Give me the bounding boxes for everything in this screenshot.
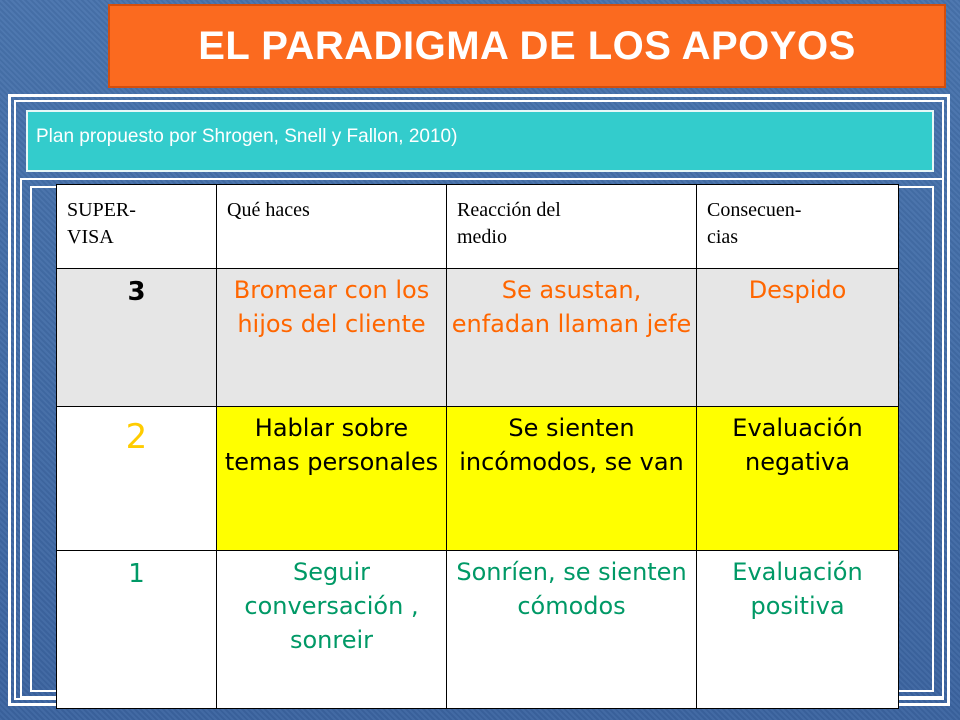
reaction-cell: [447, 551, 697, 709]
level-label: 2: [125, 417, 148, 457]
action-cell: [217, 407, 447, 551]
page-title: EL PARADIGMA DE LOS APOYOS: [198, 23, 856, 68]
header-cell-que-haces: Qué haces: [217, 185, 447, 269]
reaction-text: Se asustan, enfadan llaman jefe: [451, 276, 692, 339]
supervision-table: [56, 184, 899, 709]
consequence-text: Despido: [748, 276, 847, 304]
level-cell: [57, 551, 217, 709]
table-header-row: [57, 185, 899, 269]
reaction-cell: [447, 269, 697, 407]
action-text: Seguir conversación , sonreir: [244, 558, 419, 655]
table-row-level-3: [57, 269, 899, 407]
header-cell-reaccion: Reacción del medio: [447, 185, 697, 269]
consequence-cell: [697, 551, 899, 709]
level-cell: [57, 269, 217, 407]
consequence-cell: [697, 269, 899, 407]
consequence-text: Evaluación negativa: [732, 414, 863, 477]
table-row-level-2: [57, 407, 899, 551]
title-bar: [108, 4, 946, 88]
consequence-cell: [697, 407, 899, 551]
level-label: 3: [127, 277, 146, 307]
table-row-level-1: [57, 551, 899, 709]
action-text: Bromear con los hijos del cliente: [233, 276, 430, 339]
reaction-text: Sonríen, se sienten cómodos: [456, 558, 687, 621]
action-cell: [217, 269, 447, 407]
level-cell: [57, 407, 217, 551]
reaction-text: Se sienten incómodos, se van: [459, 414, 684, 477]
reaction-cell: [447, 407, 697, 551]
subtitle-box: [26, 110, 934, 172]
action-cell: [217, 551, 447, 709]
header-cell-supervisa: SUPER- VISA: [57, 185, 217, 269]
level-label: 1: [128, 559, 145, 589]
consequence-text: Evaluación positiva: [732, 558, 863, 621]
action-text: Hablar sobre temas personales: [224, 414, 439, 477]
subtitle: Plan propuesto por Shrogen, Snell y Fallon, 2010): [36, 126, 458, 147]
header-cell-consecuencias: Consecuen- cias: [697, 185, 899, 269]
